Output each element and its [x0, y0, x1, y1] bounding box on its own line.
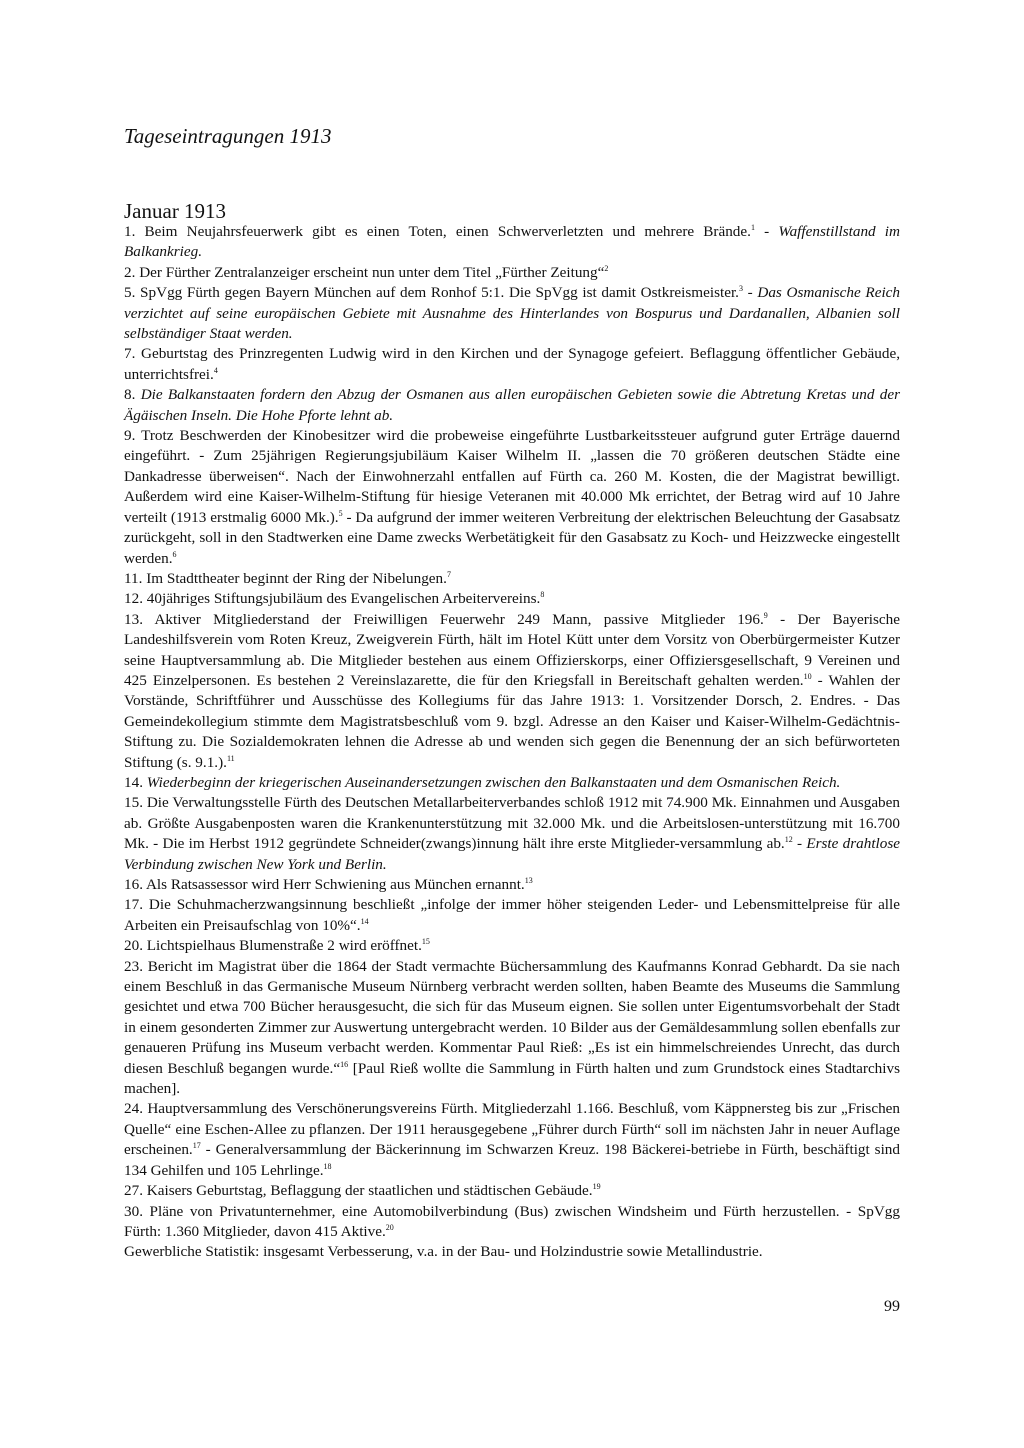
- entry-text: 5. SpVgg Fürth gegen Bayern München auf dem Ronhof 5:1. Die SpVgg ist damit Ostkreismeister.: [124, 284, 739, 302]
- footnote-ref: 15: [421, 937, 430, 947]
- footnote-ref: 1: [750, 223, 755, 232]
- diary-entry: [124, 569, 900, 589]
- footnote-ref: 19: [592, 1182, 601, 1192]
- footnote-ref: 16: [340, 1059, 349, 1069]
- entry-text: -: [754, 223, 779, 240]
- diary-entry: [124, 222, 900, 263]
- entry-text: 23. Bericht im Magistrat über die 1864 der Stadt vermachte Büchersammlung des Kaufmanns Konrad Gebhardt. Da sie nach einem Beschluß in das Germanische Museum Nürnberg verbracht werden sollten, haben Beamte des Museums die Sammlung gesichtet und etwa 700 Bücher herausgesucht, die sich für das Museum eignen. Sie sollen unter Eigentumsvorbehalt der Stadt in einem gesonderten Zimmer zur Auswertung untergebracht werden. 10 Bilder aus der Gemäldesammlung sollen ebenfalls zur genaueren Prüfung ins Museum verbacht werden. Kommentar Paul Rieß: „Es ist ein himmelschreiendes Unrecht, das durch diesen Beschluß begangen wurde.“: [124, 957, 900, 1077]
- footnote-ref: 5: [338, 508, 343, 518]
- page-header: Tageseintragungen 1913: [124, 124, 332, 148]
- month-title: Januar 1913: [124, 199, 227, 223]
- diary-entry: [124, 610, 900, 773]
- footnote-ref: 2: [604, 263, 609, 273]
- entry-text: 12. 40jähriges Stiftungsjubiläum des Evangelischen Arbeitervereins.: [124, 590, 541, 608]
- diary-entry: [124, 385, 900, 426]
- diary-entry: [124, 263, 900, 283]
- entry-italic-text: Erste drahtlose Verbindung zwischen New York und Berlin.: [124, 835, 901, 873]
- entry-italic-text: Wiederbeginn der kriegerischen Auseinandersetzungen zwischen den Balkanstaaten und dem Osmanischen Reich.: [146, 773, 841, 791]
- entry-text: 15. Die Verwaltungsstelle Fürth des Deutschen Metallarbeiterverbandes schloß 1912 mit 74.900 Mk. Einnahmen und Ausgaben ab. Größte Ausgabenposten waren die Krankenunterstützung mit 32.000 Mk. und die Arbeitslosen-unterstützung mit 16.700 Mk. - Die im Herbst 1912 gegründete Schneider(zwangs)innung hält ihre erste Mitglieder-versammlung ab.: [124, 794, 900, 853]
- diary-entry: [124, 895, 900, 936]
- entry-text: 11. Im Stadttheater beginnt der Ring der Nibelungen.: [124, 569, 447, 587]
- entry-text: 20. Lichtspielhaus Blumenstraße 2 wird eröffnet.: [124, 937, 422, 955]
- entry-text: 17. Die Schuhmacherzwangsinnung beschließt „infolge der immer höher steigenden Leder- und Lebensmittelpreise für alle Arbeiten ein Preisaufschlag von 10%“.: [124, 896, 900, 934]
- footnote-ref: 6: [172, 549, 177, 559]
- footnote-ref: 12: [784, 835, 793, 845]
- diary-entry: [124, 1099, 900, 1181]
- diary-entry: [124, 1181, 900, 1201]
- entry-text: -: [792, 835, 807, 853]
- page-number: 99: [884, 1298, 900, 1315]
- diary-entry: [124, 793, 900, 875]
- diary-entry: [124, 1202, 900, 1243]
- entry-text: 2. Der Fürther Zentralanzeiger erscheint nun unter dem Titel „Fürther Zeitung“: [124, 263, 605, 281]
- footnote-ref: 8: [540, 590, 545, 600]
- entry-text: - Der Bayerische Landeshilfsverein vom Roten Kreuz, Zweigverein Fürth, hält im Hotel Kütt unter dem Vorsitz von Oberbürgermeister Kutzer seine Hauptversammlung ab. Die Mitglieder bestehen aus einem Offizierskorps, einer Offiziersgesellschaft, 9 Vereinen und 425 Einzelpersonen. Es bestehen 2 Vereinslazarette, die für den Kriegsfall in Bereitschaft gehalten werden.: [124, 610, 901, 689]
- diary-entry: [124, 875, 900, 895]
- entry-text: 1. Beim Neujahrsfeuerwerk gibt es einen Toten, einen Schwerverletzten und mehrere Brände.: [124, 223, 751, 240]
- entry-text: 30. Pläne von Privatunternehmer, eine Automobilverbindung (Bus) zwischen Windsheim und Fürth herzustellen. - SpVgg Fürth: 1.360 Mitglieder, davon 415 Aktive.: [124, 1202, 900, 1240]
- entry-text: - Generalversammlung der Bäckerinnung im Schwarzen Kreuz. 198 Bäckerei-betriebe in Fürth, beschäftigt sind 134 Gehilfen und 105 Lehrlinge.: [124, 1141, 900, 1179]
- diary-entries: [124, 222, 900, 1263]
- entry-text: -: [742, 284, 758, 302]
- entry-text: 9. Trotz Beschwerden der Kinobesitzer wird die probeweise eingeführte Lustbarkeitssteuer aufgrund guter Erträge dauernd eingeführt. - Zum 25jährigen Regierungsjubiläum Kaiser Wilhelm II. „lassen die 70 größeren deutschen Städte eine Dankadresse überweisen“. Nach der Einwohnerzahl entfallen auf Fürth ca. 260 M. Kosten, die der Magistrat bewilligt. Außerdem wird eine Kaiser-Wilhelm-Stiftung für hiesige Veteranen mit 40.000 Mk errichtet, der Betrag wird auf 10 Jahre verteilt (1913 erstmalig 6000 Mk.).: [124, 427, 900, 526]
- entry-italic-text: Waffenstillstand im Balkankrieg.: [124, 223, 900, 261]
- entry-text: 7. Geburtstag des Prinzregenten Ludwig wird in den Kirchen und der Synagoge gefeiert. Beflaggung öffentlicher Gebäude, unterrichtsfrei.: [124, 345, 900, 383]
- entry-text: 24. Hauptversammlung des Verschönerungsvereins Fürth. Mitgliederzahl 1.166. Beschluß, vom Käppnersteg bis zur „Frischen Quelle“ eine Eschen-Allee zu pflanzen. Der 1911 herausgegebene „Führer durch Fürth“ soll im nächsten Jahr in neuer Auflage erscheinen.: [124, 1100, 900, 1159]
- entry-text: 13. Aktiver Mitgliederstand der Freiwilligen Feuerwehr 249 Mann, passive Mitglieder 196.: [124, 610, 764, 628]
- footnote-ref: 3: [738, 284, 743, 294]
- entry-text: 27. Kaisers Geburtstag, Beflaggung der staatlichen und städtischen Gebäude.: [124, 1182, 593, 1200]
- entry-text: 14.: [124, 773, 147, 791]
- footnote-ref: 10: [803, 671, 812, 681]
- entry-italic-text: Das Osmanische Reich verzichtet auf seine europäischen Gebiete mit Ausnahme des Hinterlandes von Bospurus und Dardanallen, Albanien soll selbständiger Staat werden.: [124, 284, 900, 343]
- entry-text: 16. Als Ratsassessor wird Herr Schwiening aus München ernannt.: [124, 876, 525, 893]
- entry-text: 8.: [124, 386, 141, 404]
- diary-entry: [124, 773, 900, 793]
- footnote-ref: 4: [213, 365, 218, 375]
- entry-text: [Paul Rieß wollte die Sammlung in Fürth halten und zum Grundstock eines Stadtarchivs machen].: [124, 1059, 900, 1098]
- footnote-ref: 17: [192, 1141, 201, 1151]
- diary-entry: [124, 936, 900, 956]
- diary-entry: [124, 344, 900, 385]
- entry-text: Gewerbliche Statistik: insgesamt Verbesserung, v.a. in der Bau- und Holzindustrie sowie Metallindustrie.: [124, 1243, 763, 1261]
- footnote-ref: 14: [360, 916, 369, 926]
- diary-entry: [124, 589, 900, 609]
- footnote-ref: 13: [524, 876, 533, 885]
- footnote-ref: 11: [226, 753, 235, 763]
- footnote-ref: 18: [323, 1161, 332, 1171]
- entry-text: - Wahlen der Vorstände, Schriftführer und Ausschüsse des Kollegiums für das Jahre 1913: 1. Vorsitzender Dorsch, 2. Endres. - Das Gemeindekollegium stimmte dem Magistratsbeschluß vom 9. bzgl. Adresse an den Kaiser und Kaiser-Wilhelm-Gedächtnis-Stiftung zu. Die Sozialdemokraten lehnen die Adresse ab und wenden sich gegen die Benennung der an sich befürworteten Stiftung (s. 9.1.).: [124, 671, 900, 771]
- diary-entry: [124, 957, 900, 1100]
- diary-entry: [124, 426, 900, 569]
- footnote-ref: 7: [446, 569, 451, 579]
- diary-entry: [124, 283, 900, 344]
- entry-italic-text: Die Balkanstaaten fordern den Abzug der Osmanen aus allen europäischen Gebieten sowie die Abtretung Kretas und der Ägäischen Inseln. Die Hohe Pforte lehnt ab.: [124, 386, 900, 424]
- footnote-ref: 9: [763, 610, 768, 620]
- diary-entry: [124, 1242, 900, 1262]
- footnote-ref: 20: [385, 1222, 394, 1232]
- entry-text: - Da aufgrund der immer weiteren Verbreitung der elektrischen Beleuchtung der Gasabsatz zurückgeht, soll in den Stadtwerken eine Dame zwecks Werbetätigkeit für den Gasabsatz zu Koch- und Heizzwecke eingestellt werden.: [124, 508, 900, 567]
